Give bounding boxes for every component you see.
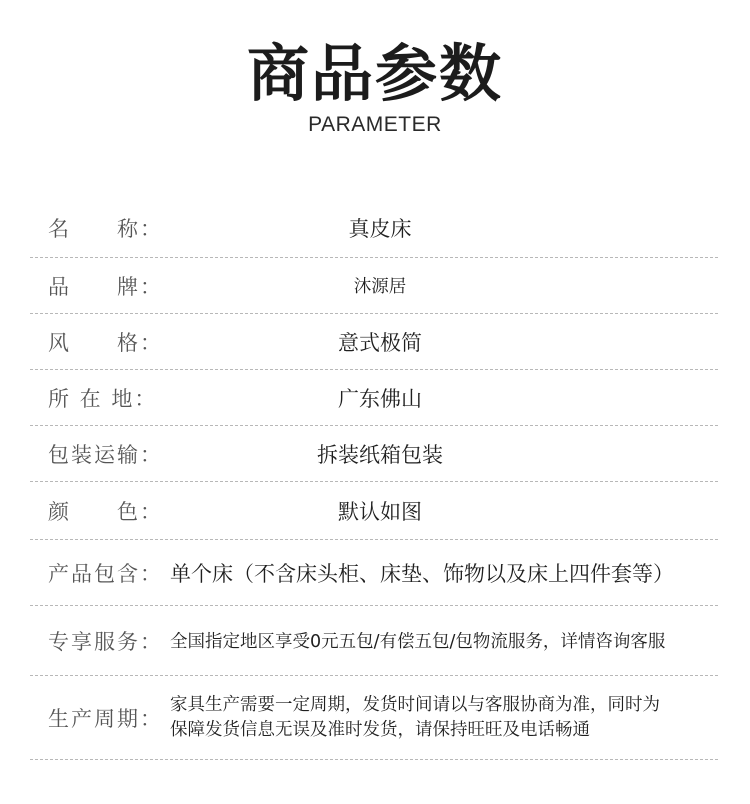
param-value <box>170 676 718 759</box>
param-label: 品 牌： <box>48 274 163 299</box>
param-label: 颜 色： <box>48 499 163 524</box>
page-subtitle: PARAMETER <box>308 113 442 136</box>
param-value: 全国指定地区享受0元五包/有偿五包/包物流服务，详情咨询客服 <box>170 632 666 652</box>
param-row-brand <box>30 258 718 314</box>
param-row-location <box>30 370 718 426</box>
param-value: 拆装纸箱包装 <box>317 442 443 467</box>
param-value: 默认如图 <box>338 499 422 524</box>
param-label: 名 称： <box>48 216 163 241</box>
param-row-packaging <box>30 426 718 482</box>
param-label: 包装运输： <box>48 442 163 467</box>
param-row-style <box>30 314 718 370</box>
param-value-line: 家具生产需要一定周期，发货时间请以与客服协商为准，同时为 <box>170 694 660 715</box>
param-value-line: 保障发货信息无误及准时发货，请保持旺旺及电话畅通 <box>170 719 590 740</box>
param-label: 所 在 地： <box>48 386 158 411</box>
param-value: 沐源居 <box>353 277 407 297</box>
param-value: 真皮床 <box>348 216 412 241</box>
param-row-includes <box>30 540 718 606</box>
param-row-production-cycle <box>30 676 718 760</box>
param-label: 生产周期： <box>48 706 163 731</box>
param-value: 广东佛山 <box>338 386 422 411</box>
page-title: 商品参数 <box>246 37 503 110</box>
param-label: 风 格： <box>48 330 163 355</box>
param-row-name <box>30 198 718 258</box>
param-row-color <box>30 482 718 540</box>
param-value: 单个床（不含床头柜、床垫、饰物以及床上四件套等） <box>170 561 674 586</box>
param-label: 产品包含： <box>48 561 163 586</box>
param-value: 意式极简 <box>338 330 422 355</box>
param-row-service <box>30 606 718 676</box>
param-label: 专享服务： <box>48 629 163 654</box>
